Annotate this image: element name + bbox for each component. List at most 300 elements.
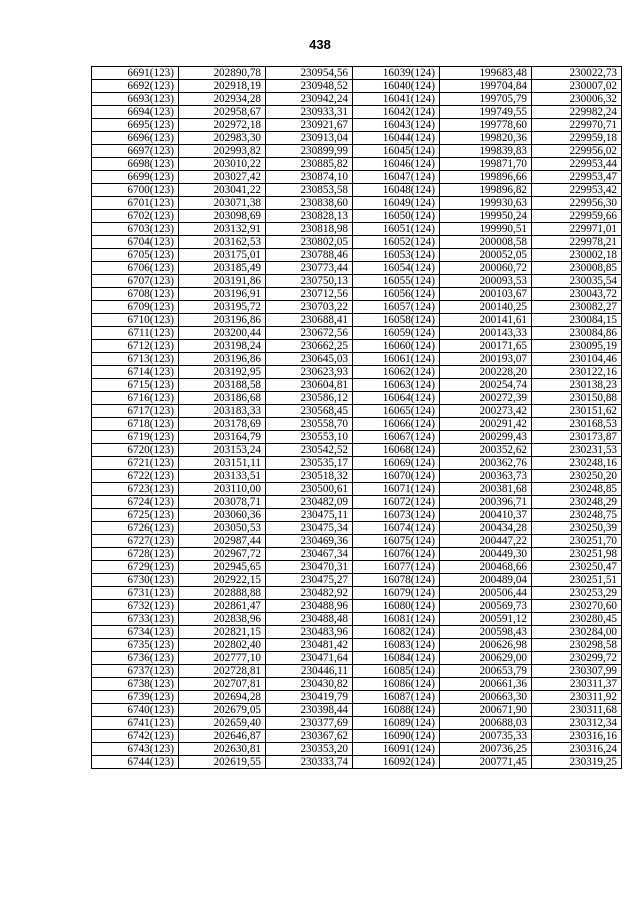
y-coordinate-right: 229959,66 [532,210,622,223]
y-coordinate-right: 229982,24 [532,106,622,119]
y-coordinate-right: 229956,30 [532,197,622,210]
point-id-right: 16081(124) [353,613,440,626]
x-coordinate-right: 199704,84 [440,80,532,93]
table-row [92,665,622,678]
point-id-right: 16061(124) [353,353,440,366]
y-coordinate-right: 229956,02 [532,145,622,158]
table-row [92,249,622,262]
point-id-left: 6724(123) [92,496,179,509]
point-id-left: 6705(123) [92,249,179,262]
table-row [92,613,622,626]
table-row [92,106,622,119]
x-coordinate-right: 200736,25 [440,743,532,756]
point-id-right: 16057(124) [353,301,440,314]
point-id-right: 16091(124) [353,743,440,756]
x-coordinate-right: 200171,65 [440,340,532,353]
x-coordinate-right: 200352,62 [440,444,532,457]
y-coordinate-left: 230802,05 [266,236,353,249]
x-coordinate-left: 202707,81 [179,678,266,691]
point-id-left: 6693(123) [92,93,179,106]
x-coordinate-right: 199896,66 [440,171,532,184]
point-id-left: 6739(123) [92,691,179,704]
x-coordinate-left: 203192,95 [179,366,266,379]
y-coordinate-left: 230419,79 [266,691,353,704]
table-row [92,392,622,405]
y-coordinate-right: 230250,20 [532,470,622,483]
y-coordinate-left: 230712,56 [266,288,353,301]
x-coordinate-right: 200140,25 [440,301,532,314]
point-id-right: 16049(124) [353,197,440,210]
y-coordinate-right: 230168,53 [532,418,622,431]
y-coordinate-right: 230251,98 [532,548,622,561]
point-id-right: 16080(124) [353,600,440,613]
point-id-left: 6703(123) [92,223,179,236]
point-id-right: 16051(124) [353,223,440,236]
x-coordinate-right: 200193,07 [440,353,532,366]
point-id-right: 16048(124) [353,184,440,197]
x-coordinate-left: 203200,44 [179,327,266,340]
x-coordinate-left: 202619,55 [179,756,266,769]
x-coordinate-right: 200254,74 [440,379,532,392]
point-id-right: 16055(124) [353,275,440,288]
table-row [92,678,622,691]
point-id-right: 16041(124) [353,93,440,106]
point-id-right: 16040(124) [353,80,440,93]
point-id-right: 16089(124) [353,717,440,730]
point-id-right: 16086(124) [353,678,440,691]
point-id-left: 6727(123) [92,535,179,548]
table-row [92,405,622,418]
y-coordinate-left: 230398,44 [266,704,353,717]
table-row [92,171,622,184]
x-coordinate-left: 203196,86 [179,353,266,366]
point-id-left: 6730(123) [92,574,179,587]
y-coordinate-left: 230828,13 [266,210,353,223]
table-row [92,496,622,509]
x-coordinate-left: 203078,71 [179,496,266,509]
y-coordinate-right: 230008,85 [532,262,622,275]
x-coordinate-left: 202646,87 [179,730,266,743]
y-coordinate-right: 230311,92 [532,691,622,704]
x-coordinate-right: 199839,83 [440,145,532,158]
y-coordinate-left: 230475,34 [266,522,353,535]
point-id-right: 16059(124) [353,327,440,340]
point-id-right: 16050(124) [353,210,440,223]
x-coordinate-left: 203188,58 [179,379,266,392]
y-coordinate-right: 230284,00 [532,626,622,639]
x-coordinate-right: 200363,73 [440,470,532,483]
table-row [92,418,622,431]
x-coordinate-left: 202630,81 [179,743,266,756]
table-row [92,483,622,496]
y-coordinate-left: 230942,24 [266,93,353,106]
y-coordinate-right: 230248,29 [532,496,622,509]
table-row [92,353,622,366]
x-coordinate-left: 203186,68 [179,392,266,405]
x-coordinate-right: 200362,76 [440,457,532,470]
y-coordinate-right: 230299,72 [532,652,622,665]
point-id-left: 6738(123) [92,678,179,691]
x-coordinate-left: 203151,11 [179,457,266,470]
y-coordinate-left: 230750,13 [266,275,353,288]
x-coordinate-right: 200052,05 [440,249,532,262]
x-coordinate-left: 203027,42 [179,171,266,184]
y-coordinate-left: 230471,64 [266,652,353,665]
y-coordinate-right: 230002,18 [532,249,622,262]
point-id-right: 16042(124) [353,106,440,119]
y-coordinate-left: 230948,52 [266,80,353,93]
y-coordinate-left: 230688,41 [266,314,353,327]
table-row [92,262,622,275]
x-coordinate-left: 202983,30 [179,132,266,145]
point-id-right: 16046(124) [353,158,440,171]
table-row [92,275,622,288]
y-coordinate-left: 230553,10 [266,431,353,444]
table-row [92,184,622,197]
x-coordinate-left: 203178,69 [179,418,266,431]
y-coordinate-right: 230298,58 [532,639,622,652]
point-id-right: 16068(124) [353,444,440,457]
y-coordinate-left: 230773,44 [266,262,353,275]
table-row [92,561,622,574]
x-coordinate-left: 203164,79 [179,431,266,444]
point-id-right: 16073(124) [353,509,440,522]
point-id-left: 6737(123) [92,665,179,678]
x-coordinate-right: 200598,43 [440,626,532,639]
y-coordinate-left: 230469,36 [266,535,353,548]
x-coordinate-right: 200735,33 [440,730,532,743]
x-coordinate-right: 200449,30 [440,548,532,561]
point-id-left: 6701(123) [92,197,179,210]
x-coordinate-right: 200671,90 [440,704,532,717]
point-id-right: 16062(124) [353,366,440,379]
table-row [92,743,622,756]
y-coordinate-left: 230853,58 [266,184,353,197]
point-id-left: 6734(123) [92,626,179,639]
table-row [92,587,622,600]
coordinates-table [91,66,622,769]
y-coordinate-left: 230430,82 [266,678,353,691]
table-row [92,132,622,145]
table-row [92,314,622,327]
x-coordinate-left: 202838,96 [179,613,266,626]
table-row [92,210,622,223]
point-id-left: 6714(123) [92,366,179,379]
table-row [92,652,622,665]
table-row [92,717,622,730]
table-row [92,327,622,340]
x-coordinate-right: 200291,42 [440,418,532,431]
y-coordinate-right: 229970,71 [532,119,622,132]
point-id-left: 6709(123) [92,301,179,314]
x-coordinate-right: 199896,82 [440,184,532,197]
point-id-right: 16090(124) [353,730,440,743]
x-coordinate-right: 200653,79 [440,665,532,678]
x-coordinate-right: 200103,67 [440,288,532,301]
point-id-right: 16078(124) [353,574,440,587]
x-coordinate-right: 200228,20 [440,366,532,379]
x-coordinate-left: 202945,65 [179,561,266,574]
point-id-right: 16060(124) [353,340,440,353]
y-coordinate-left: 230333,74 [266,756,353,769]
x-coordinate-right: 200410,37 [440,509,532,522]
table-row [92,600,622,613]
point-id-left: 6711(123) [92,327,179,340]
x-coordinate-right: 200771,45 [440,756,532,769]
y-coordinate-right: 230312,34 [532,717,622,730]
y-coordinate-left: 230568,45 [266,405,353,418]
y-coordinate-right: 230007,02 [532,80,622,93]
x-coordinate-left: 203198,24 [179,340,266,353]
y-coordinate-left: 230899,99 [266,145,353,158]
point-id-right: 16088(124) [353,704,440,717]
point-id-left: 6721(123) [92,457,179,470]
x-coordinate-right: 200447,22 [440,535,532,548]
point-id-right: 16069(124) [353,457,440,470]
point-id-left: 6731(123) [92,587,179,600]
y-coordinate-left: 230367,62 [266,730,353,743]
y-coordinate-left: 230623,93 [266,366,353,379]
y-coordinate-left: 230446,11 [266,665,353,678]
table-row [92,457,622,470]
y-coordinate-right: 230095,19 [532,340,622,353]
x-coordinate-right: 199871,70 [440,158,532,171]
x-coordinate-right: 200663,30 [440,691,532,704]
y-coordinate-left: 230558,70 [266,418,353,431]
y-coordinate-right: 230082,27 [532,301,622,314]
y-coordinate-left: 230475,27 [266,574,353,587]
point-id-left: 6743(123) [92,743,179,756]
y-coordinate-right: 230084,86 [532,327,622,340]
y-coordinate-left: 230874,10 [266,171,353,184]
point-id-left: 6707(123) [92,275,179,288]
x-coordinate-right: 199778,60 [440,119,532,132]
x-coordinate-left: 203195,72 [179,301,266,314]
y-coordinate-left: 230518,32 [266,470,353,483]
x-coordinate-right: 200143,33 [440,327,532,340]
point-id-right: 16087(124) [353,691,440,704]
x-coordinate-right: 199705,79 [440,93,532,106]
point-id-left: 6726(123) [92,522,179,535]
y-coordinate-left: 230483,96 [266,626,353,639]
point-id-left: 6694(123) [92,106,179,119]
point-id-left: 6725(123) [92,509,179,522]
y-coordinate-right: 229953,42 [532,184,622,197]
table-row [92,288,622,301]
point-id-left: 6741(123) [92,717,179,730]
x-coordinate-left: 202987,44 [179,535,266,548]
point-id-right: 16058(124) [353,314,440,327]
y-coordinate-right: 230280,45 [532,613,622,626]
y-coordinate-left: 230604,81 [266,379,353,392]
x-coordinate-right: 200396,71 [440,496,532,509]
y-coordinate-right: 230307,99 [532,665,622,678]
x-coordinate-left: 202679,05 [179,704,266,717]
point-id-right: 16072(124) [353,496,440,509]
y-coordinate-right: 230253,29 [532,587,622,600]
x-coordinate-right: 200468,66 [440,561,532,574]
point-id-right: 16044(124) [353,132,440,145]
table-row [92,93,622,106]
table-row [92,535,622,548]
point-id-left: 6717(123) [92,405,179,418]
x-coordinate-right: 200299,43 [440,431,532,444]
y-coordinate-right: 230270,60 [532,600,622,613]
x-coordinate-left: 203060,36 [179,509,266,522]
y-coordinate-left: 230482,09 [266,496,353,509]
point-id-left: 6696(123) [92,132,179,145]
y-coordinate-left: 230467,34 [266,548,353,561]
y-coordinate-left: 230954,56 [266,67,353,80]
table-row [92,80,622,93]
x-coordinate-right: 200661,36 [440,678,532,691]
x-coordinate-right: 200008,58 [440,236,532,249]
x-coordinate-left: 203191,86 [179,275,266,288]
point-id-right: 16053(124) [353,249,440,262]
x-coordinate-left: 202967,72 [179,548,266,561]
x-coordinate-right: 199990,51 [440,223,532,236]
point-id-right: 16085(124) [353,665,440,678]
x-coordinate-right: 199749,55 [440,106,532,119]
y-coordinate-left: 230488,96 [266,600,353,613]
y-coordinate-right: 230006,32 [532,93,622,106]
y-coordinate-right: 230150,88 [532,392,622,405]
point-id-left: 6704(123) [92,236,179,249]
y-coordinate-left: 230535,17 [266,457,353,470]
point-id-left: 6712(123) [92,340,179,353]
x-coordinate-left: 202890,78 [179,67,266,80]
y-coordinate-right: 230316,24 [532,743,622,756]
point-id-left: 6716(123) [92,392,179,405]
point-id-right: 16065(124) [353,405,440,418]
y-coordinate-right: 229959,18 [532,132,622,145]
point-id-right: 16074(124) [353,522,440,535]
table-row [92,340,622,353]
table-row [92,145,622,158]
point-id-left: 6722(123) [92,470,179,483]
x-coordinate-right: 199820,36 [440,132,532,145]
point-id-left: 6720(123) [92,444,179,457]
x-coordinate-right: 200569,73 [440,600,532,613]
point-id-left: 6695(123) [92,119,179,132]
coordinates-table-body [92,67,622,769]
table-row [92,639,622,652]
point-id-right: 16064(124) [353,392,440,405]
point-id-right: 16047(124) [353,171,440,184]
x-coordinate-left: 203196,91 [179,288,266,301]
x-coordinate-right: 200489,04 [440,574,532,587]
y-coordinate-left: 230470,31 [266,561,353,574]
point-id-right: 16045(124) [353,145,440,158]
point-id-left: 6736(123) [92,652,179,665]
y-coordinate-right: 230250,39 [532,522,622,535]
y-coordinate-left: 230662,25 [266,340,353,353]
table-row [92,574,622,587]
table-row [92,626,622,639]
y-coordinate-right: 230035,54 [532,275,622,288]
x-coordinate-right: 200626,98 [440,639,532,652]
x-coordinate-right: 200629,00 [440,652,532,665]
x-coordinate-left: 203196,86 [179,314,266,327]
x-coordinate-right: 200273,42 [440,405,532,418]
y-coordinate-right: 230251,51 [532,574,622,587]
x-coordinate-right: 200060,72 [440,262,532,275]
y-coordinate-right: 230248,75 [532,509,622,522]
point-id-right: 16052(124) [353,236,440,249]
table-row [92,236,622,249]
x-coordinate-left: 203162,53 [179,236,266,249]
point-id-right: 16043(124) [353,119,440,132]
page-number: 438 [309,37,331,52]
point-id-left: 6702(123) [92,210,179,223]
point-id-left: 6740(123) [92,704,179,717]
point-id-right: 16071(124) [353,483,440,496]
y-coordinate-right: 230248,85 [532,483,622,496]
x-coordinate-left: 202777,10 [179,652,266,665]
y-coordinate-right: 229953,47 [532,171,622,184]
x-coordinate-right: 200434,28 [440,522,532,535]
table-row [92,730,622,743]
x-coordinate-left: 202861,47 [179,600,266,613]
x-coordinate-left: 203185,49 [179,262,266,275]
x-coordinate-right: 200591,12 [440,613,532,626]
table-row [92,301,622,314]
point-id-left: 6698(123) [92,158,179,171]
y-coordinate-right: 229978,21 [532,236,622,249]
point-id-right: 16039(124) [353,67,440,80]
x-coordinate-left: 203132,91 [179,223,266,236]
point-id-left: 6742(123) [92,730,179,743]
point-id-left: 6719(123) [92,431,179,444]
table-row [92,522,622,535]
point-id-right: 16063(124) [353,379,440,392]
point-id-left: 6744(123) [92,756,179,769]
x-coordinate-left: 202934,28 [179,93,266,106]
table-row [92,223,622,236]
table-row [92,379,622,392]
x-coordinate-left: 202694,28 [179,691,266,704]
point-id-right: 16066(124) [353,418,440,431]
y-coordinate-left: 230703,22 [266,301,353,314]
x-coordinate-left: 203183,33 [179,405,266,418]
x-coordinate-right: 199950,24 [440,210,532,223]
point-id-right: 16082(124) [353,626,440,639]
x-coordinate-right: 200688,03 [440,717,532,730]
x-coordinate-right: 199930,63 [440,197,532,210]
x-coordinate-right: 200381,68 [440,483,532,496]
point-id-left: 6728(123) [92,548,179,561]
x-coordinate-right: 200093,53 [440,275,532,288]
y-coordinate-right: 230043,72 [532,288,622,301]
point-id-right: 16056(124) [353,288,440,301]
y-coordinate-left: 230885,82 [266,158,353,171]
point-id-right: 16083(124) [353,639,440,652]
y-coordinate-right: 230122,16 [532,366,622,379]
point-id-left: 6713(123) [92,353,179,366]
y-coordinate-right: 230248,16 [532,457,622,470]
x-coordinate-left: 203071,38 [179,197,266,210]
table-row [92,470,622,483]
y-coordinate-left: 230481,42 [266,639,353,652]
y-coordinate-left: 230818,98 [266,223,353,236]
table-row [92,756,622,769]
y-coordinate-left: 230838,60 [266,197,353,210]
y-coordinate-right: 230251,70 [532,535,622,548]
y-coordinate-left: 230377,69 [266,717,353,730]
y-coordinate-right: 230173,87 [532,431,622,444]
point-id-left: 6706(123) [92,262,179,275]
y-coordinate-right: 229971,01 [532,223,622,236]
